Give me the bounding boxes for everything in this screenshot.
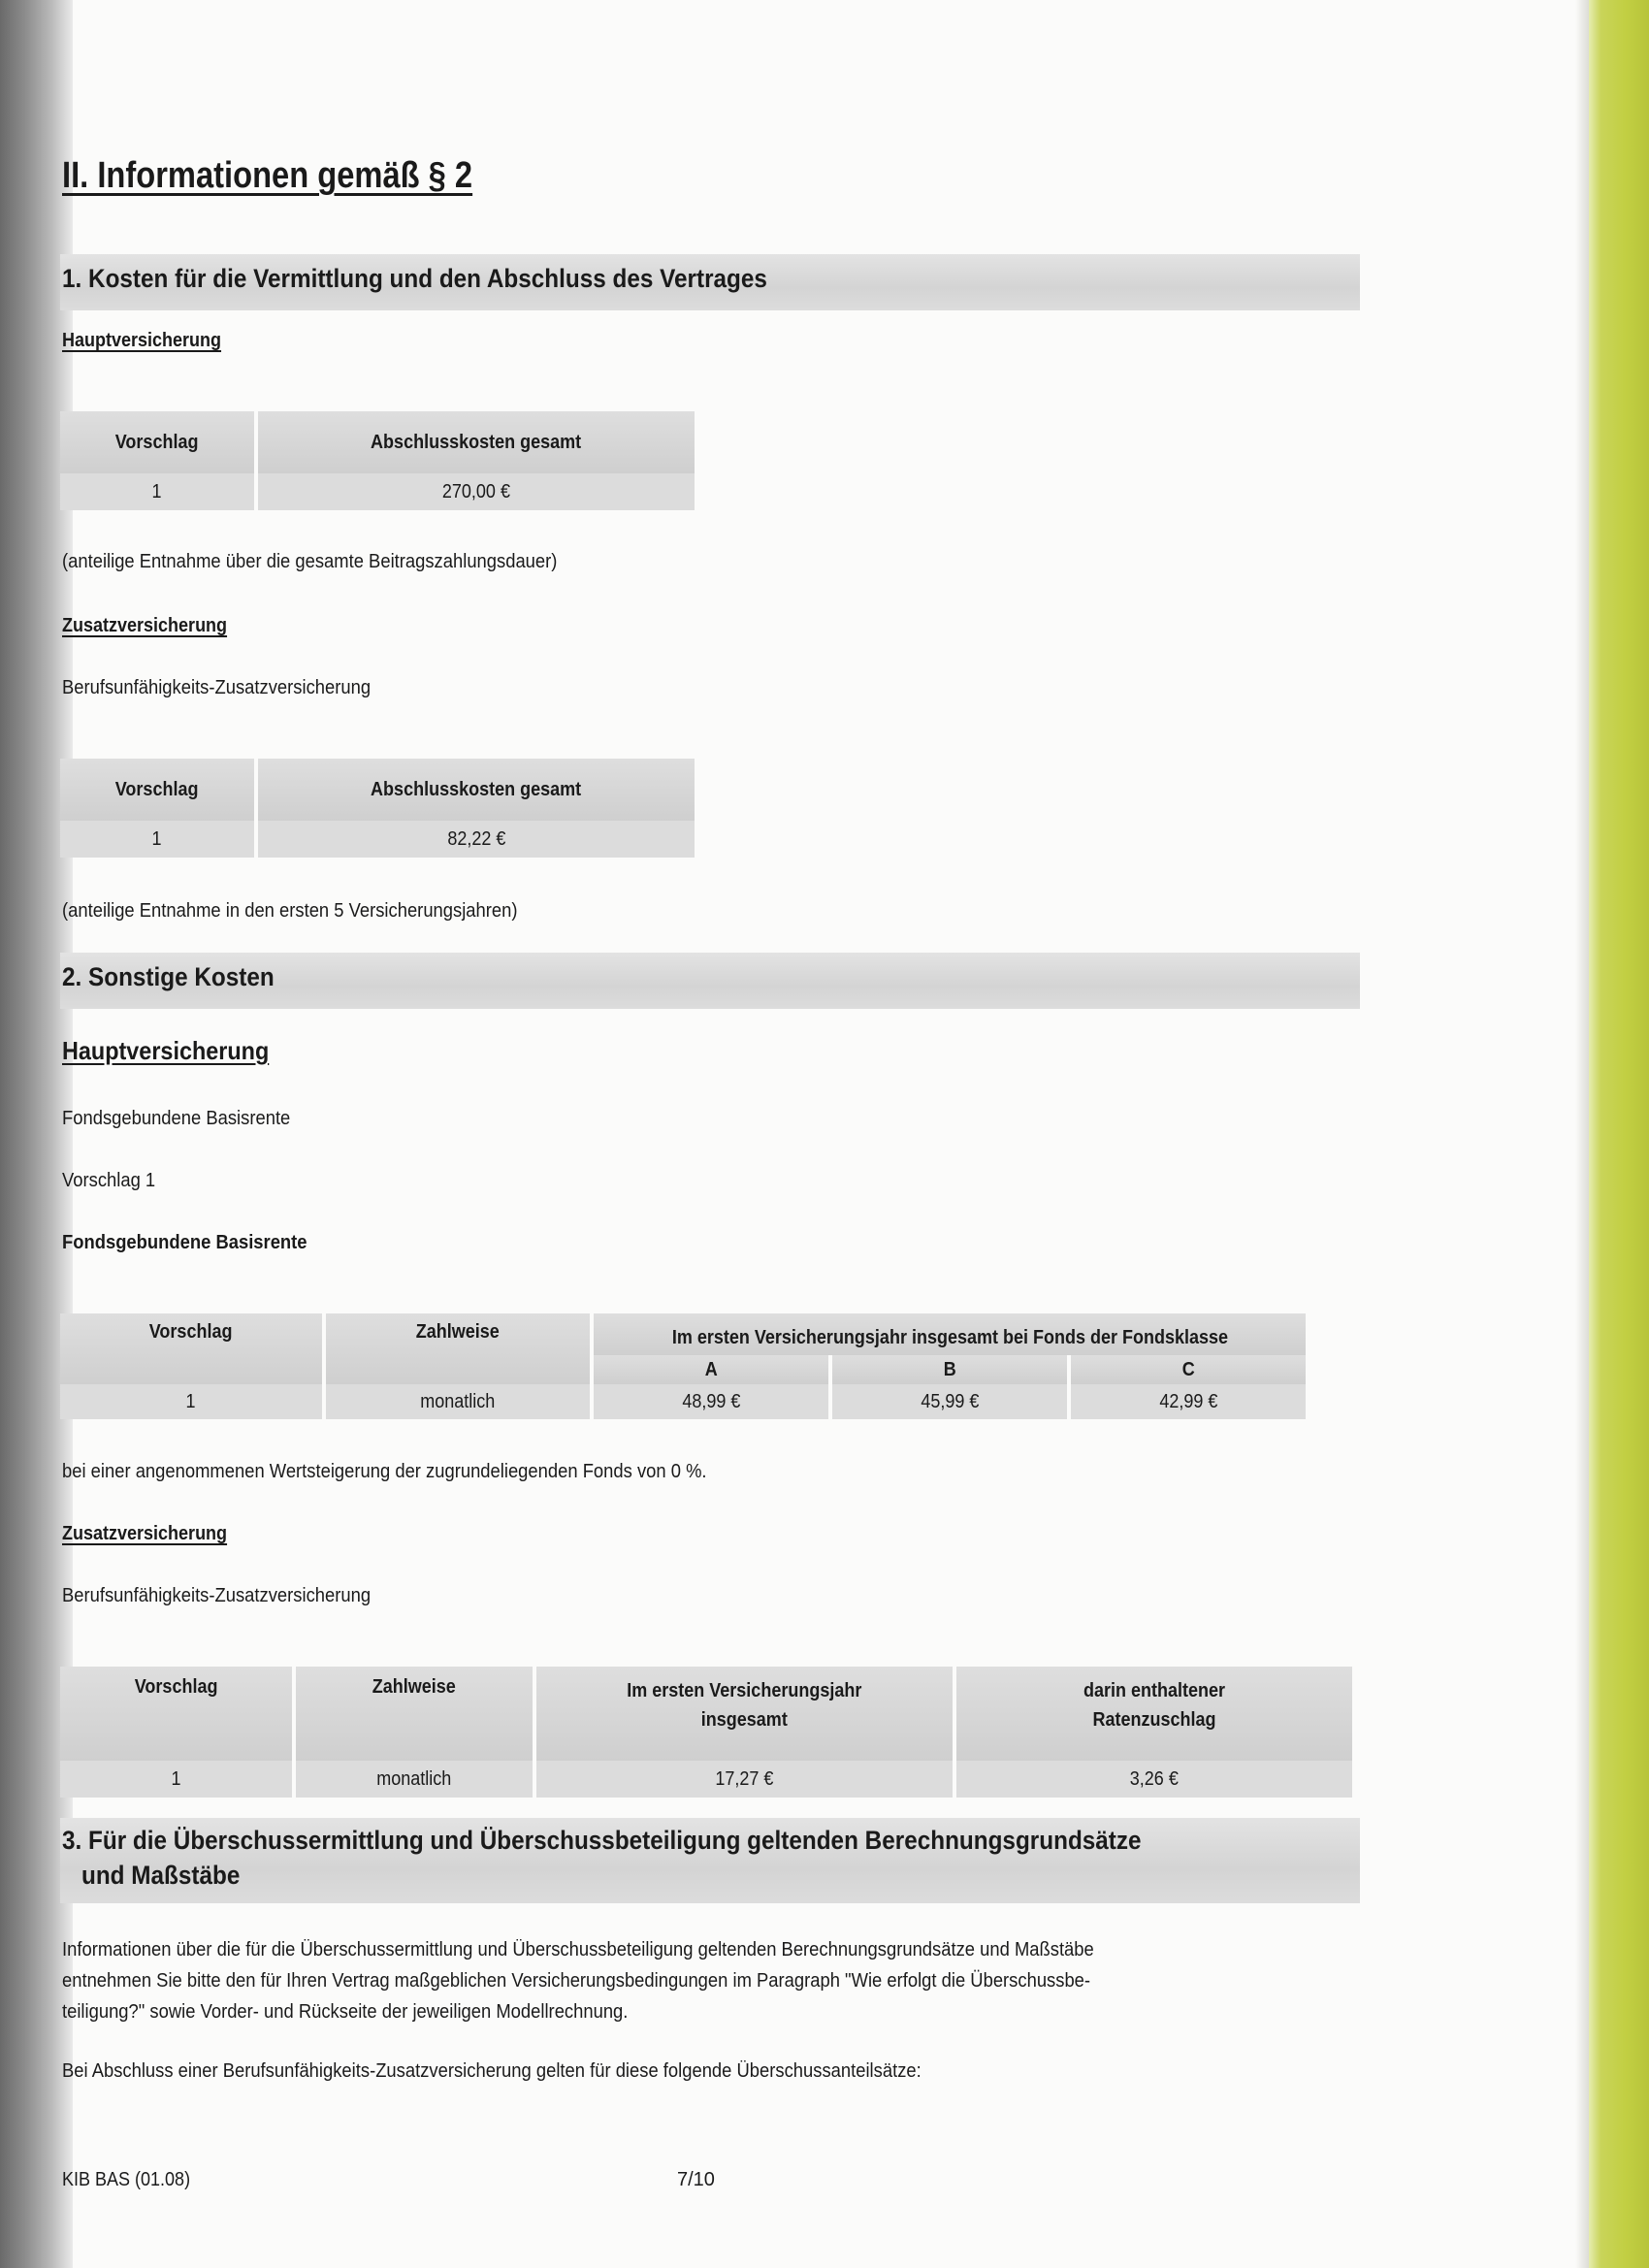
section-2-heading: 2. Sonstige Kosten xyxy=(62,962,275,991)
table-cell: 1 xyxy=(60,1384,322,1419)
page-edge-shadow xyxy=(1575,0,1589,2268)
section-3-heading-line1: 3. Für die Überschussermittlung und Überschussbeteiligung geltenden Berechnungsgrundsätze xyxy=(62,1826,1142,1855)
section-3-paragraph-2: Bei Abschluss einer Berufsunfähigkeits-Zusatzversicherung gelten für diese folgende Überschussanteilsätze: xyxy=(62,2060,922,2082)
paragraph-line: teiligung?" sowie Vorder- und Rückseite der jeweiligen Modellrechnung. xyxy=(62,2001,629,2023)
zusatz-name-2: Berufsunfähigkeits-Zusatzversicherung xyxy=(62,1585,372,1606)
table-header: Zahlweise xyxy=(296,1667,533,1761)
haupt-product-2: Fondsgebundene Basisrente xyxy=(62,1108,291,1129)
section-3-heading-line2: und Maßstäbe xyxy=(81,1861,241,1890)
page-number: 7/10 xyxy=(677,2169,715,2190)
table-cell: monatlich xyxy=(296,1761,533,1798)
table-header: Abschlusskosten gesamt xyxy=(258,759,695,821)
table-cell: 270,00 € xyxy=(258,473,695,510)
zusatz-label-2: Zusatzversicherung xyxy=(62,1523,228,1544)
haupt-note-2: bei einer angenommenen Wertsteigerung der zugrundeliegenden Fonds von 0 %. xyxy=(62,1461,707,1482)
zusatz-note-1: (anteilige Entnahme in den ersten 5 Versicherungsjahren) xyxy=(62,900,518,922)
table-cell: 82,22 € xyxy=(258,821,695,858)
table-cell: monatlich xyxy=(326,1384,590,1419)
table-cell: 1 xyxy=(60,821,254,858)
table-cell: 1 xyxy=(60,473,254,510)
table-header: Vorschlag xyxy=(60,411,254,473)
table-cell: 45,99 € xyxy=(832,1384,1067,1419)
sonstige-kosten-table-haupt xyxy=(56,1313,1310,1419)
section-1-heading: 1. Kosten für die Vermittlung und den Abschluss des Vertrages xyxy=(62,264,767,293)
table-header: Im ersten Versicherungsjahr insgesamt xyxy=(536,1667,953,1761)
table-cell: 1 xyxy=(60,1761,292,1798)
fund-class-a: A xyxy=(594,1355,828,1384)
table-header: Zahlweise xyxy=(326,1313,590,1384)
fund-class-c: C xyxy=(1071,1355,1306,1384)
paragraph-line: Informationen über die für die Überschussermittlung und Überschussbeteiligung geltenden Berechnungsgrundsätze und Maßstäbe xyxy=(62,1939,1094,1960)
table-header: darin enthaltener Ratenzuschlag xyxy=(956,1667,1352,1761)
table-cell: 3,26 € xyxy=(956,1761,1352,1798)
zusatz-name-1: Berufsunfähigkeits-Zusatzversicherung xyxy=(62,677,372,698)
haupt-proposal-2: Vorschlag 1 xyxy=(62,1170,156,1191)
zusatz-label-1: Zusatzversicherung xyxy=(62,615,228,636)
haupt-note-1: (anteilige Entnahme über die gesamte Beitragszahlungsdauer) xyxy=(62,551,558,572)
table-header: Vorschlag xyxy=(60,1313,322,1384)
abschluss-table-zusatz xyxy=(56,759,698,858)
document-page xyxy=(60,0,1360,2268)
table-header: Vorschlag xyxy=(60,759,254,821)
haupt-label-1: Hauptversicherung xyxy=(62,330,222,351)
table-cell: 42,99 € xyxy=(1071,1384,1306,1419)
haupt-product-bold-2: Fondsgebundene Basisrente xyxy=(62,1232,307,1253)
paragraph-line: entnehmen Sie bitte den für Ihren Vertrag maßgeblichen Versicherungsbedingungen im Paragraph "Wie erfolgt die Überschussbe- xyxy=(62,1970,1091,1992)
section-3-paragraph xyxy=(62,1934,1294,2027)
abschluss-table-haupt xyxy=(56,411,698,510)
sonstige-kosten-table-zusatz xyxy=(56,1667,1356,1798)
haupt-label-2: Hauptversicherung xyxy=(62,1036,270,1065)
table-header: Im ersten Versicherungsjahr insgesamt bei Fonds der Fondsklasse xyxy=(594,1313,1306,1355)
table-header: Abschlusskosten gesamt xyxy=(258,411,695,473)
table-cell: 17,27 € xyxy=(536,1761,953,1798)
folder-edge xyxy=(1589,0,1649,2268)
footer-code: KIB BAS (01.08) xyxy=(62,2169,191,2190)
table-cell: 48,99 € xyxy=(594,1384,828,1419)
page-title: II. Informationen gemäß § 2 xyxy=(62,155,473,196)
table-header: Vorschlag xyxy=(60,1667,292,1761)
fund-class-b: B xyxy=(832,1355,1067,1384)
